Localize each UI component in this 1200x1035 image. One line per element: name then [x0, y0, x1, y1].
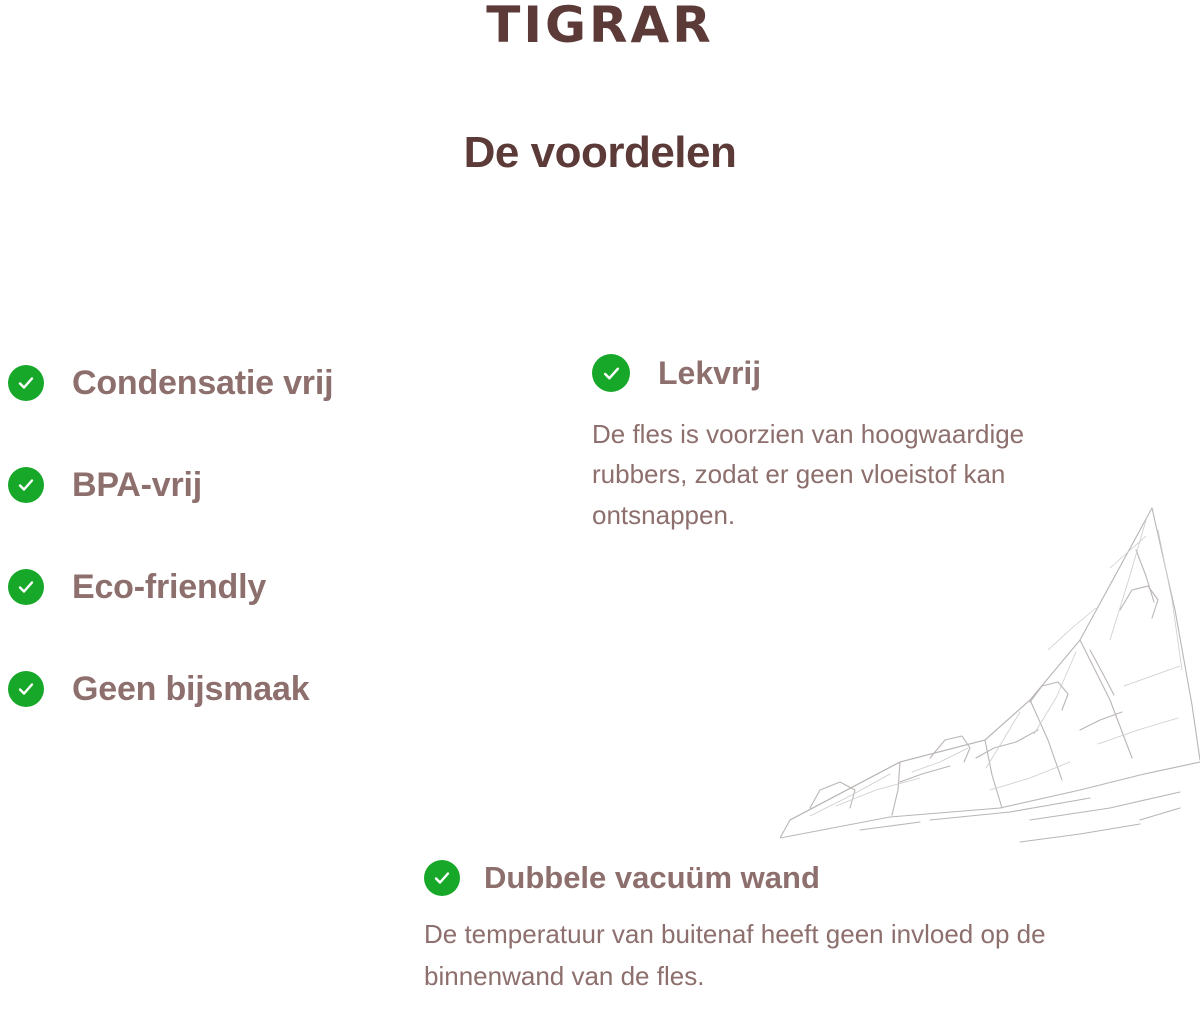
list-item: [8, 460, 528, 510]
check-circle-icon: [424, 860, 460, 896]
feature-header: [424, 860, 1124, 896]
list-item-label: BPA-vrij: [72, 465, 203, 504]
list-item-label: Eco-friendly: [72, 567, 267, 606]
list-item-label: Geen bijsmaak: [72, 669, 310, 708]
check-circle-icon: [8, 569, 44, 605]
list-item: [8, 562, 528, 612]
check-circle-icon: [8, 467, 44, 503]
brand-wordmark: TIGRAR: [486, 0, 714, 54]
feature-description: De fles is voorzien van hoogwaardige rubbers, zodat er geen vloeistof kan ontsnappen.: [592, 419, 1025, 530]
list-item-label: Condensatie vrij: [72, 363, 334, 402]
page-title: De voordelen: [463, 128, 737, 177]
feature-title: Lekvrij: [658, 354, 762, 391]
check-circle-icon: [8, 365, 44, 401]
feature-title: Dubbele vacuüm wand: [484, 860, 820, 895]
feature-header: [592, 354, 1092, 392]
feature-block-leakproof: [592, 354, 1092, 535]
list-item: [8, 664, 528, 714]
list-item: [8, 358, 528, 408]
feature-block-vacuum: [424, 860, 1124, 997]
check-circle-icon: [592, 354, 630, 392]
mountain-sketch-illustration: [780, 490, 1200, 870]
benefits-list: [8, 358, 528, 766]
check-circle-icon: [8, 671, 44, 707]
feature-description: De temperatuur van buitenaf heeft geen invloed op de binnenwand van de fles.: [424, 919, 1046, 991]
